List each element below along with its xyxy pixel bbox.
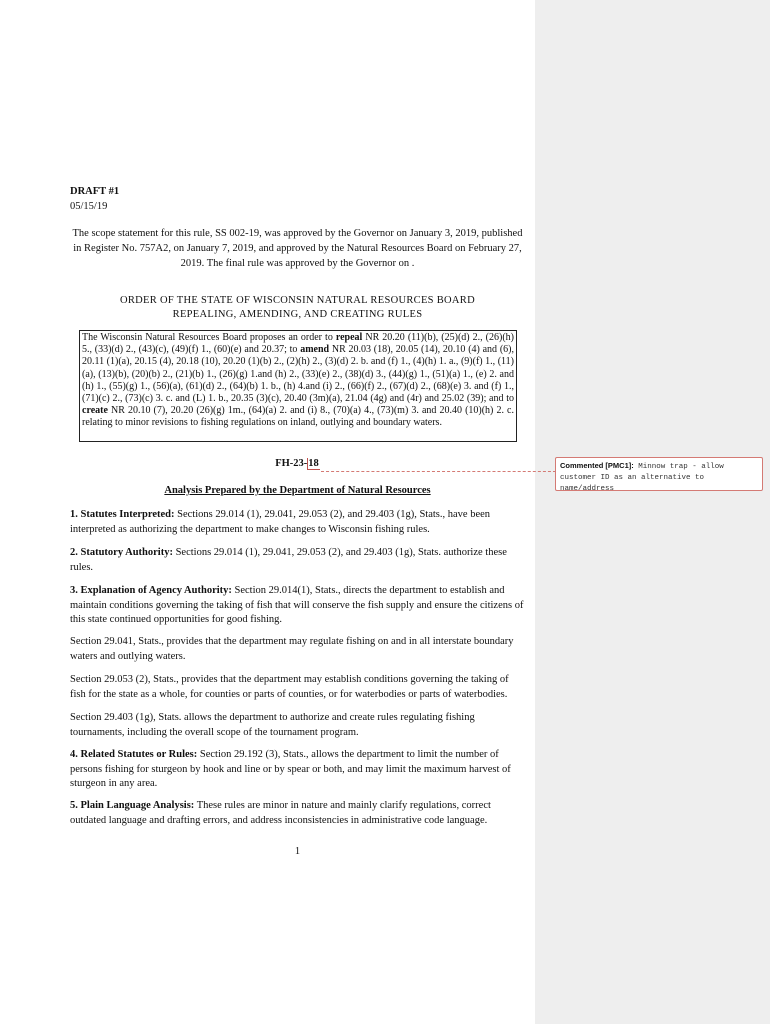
section-text: Section 29.041, Stats., provides that the department may regulate fishing on and in all interstate boundary waters and outlying waters.	[70, 636, 514, 662]
create-keyword: create	[82, 405, 108, 417]
comment-balloon[interactable]	[555, 457, 763, 491]
comment-author: Commented [PMC1]:	[560, 461, 634, 470]
section-agency-authority	[70, 584, 525, 628]
section-heading: 1. Statutes Interpreted:	[70, 509, 175, 520]
section-plain-language	[70, 799, 525, 828]
docket-number	[70, 458, 525, 469]
section-statutory-authority	[70, 546, 525, 575]
section-text: These rules are minor in nature and mainly clarify regulations, correct outdated language and drafting errors, and address inconsistencies in administrative code language.	[70, 800, 491, 826]
section-text: Section 29.403 (1g), Stats. allows the department to authorize and create rules regulating fishing tournaments, including the overall scope of the tournament program.	[70, 712, 475, 738]
section-text: Section 29.053 (2), Stats., provides that the department may establish conditions governing the taking of fish for the state as a whole, for counties or parts of counties, or for waterbodies or parts of waterbodies.	[70, 674, 509, 700]
section-text: Sections 29.014 (1), 29.041, 29.053 (2), and 29.403 (1g), Stats. authorize these rules.	[70, 547, 507, 573]
paragraph-29-403	[70, 711, 525, 740]
amend-keyword: amend	[300, 344, 330, 356]
order-title-line2: REPEALING, AMENDING, AND CREATING RULES	[172, 308, 423, 320]
order-intro-text: The Wisconsin Natural Resources Board proposes an order to	[82, 332, 336, 343]
section-text: Section 29.014(1), Stats., directs the department to establish and maintain conditions governing the taking of fish that will conserve the fish supply and ensure the citizens of this state continued opportunities for good fishing.	[70, 585, 524, 625]
docket-prefix: FH-23-	[275, 458, 308, 469]
order-repeal-text: NR 20.20 (11)(b), (25)(d) 2., (26)(h) 5., (33)(d) 2., (43)(c), (49)(f) 1., (60)(e) and 20.37; to	[82, 332, 515, 356]
comment-text: Minnow trap - allow customer ID as an alternative to name/address	[560, 463, 724, 493]
section-heading: 2. Statutory Authority:	[70, 547, 173, 558]
scope-statement: The scope statement for this rule, SS 002-19, was approved by the Governor on January 3, 2019, published in Register No. 757A2, on January 7, 2019, and approved by the Natural Resources Board on February 27, 2019. The final rule was approved by the Governor on .	[72, 228, 523, 270]
section-statutes-interpreted	[70, 508, 525, 537]
section-text: Section 29.192 (3), Stats., allows the department to limit the number of persons fishing for sturgeon by hook and line or by spear or both, and may limit the maximum harvest of sturgeon in any area.	[70, 749, 511, 789]
order-summary-box	[79, 330, 517, 442]
analysis-title: Analysis Prepared by the Department of Natural Resources	[164, 485, 431, 496]
draft-date: 05/15/19	[70, 201, 108, 212]
commented-text[interactable]: 18	[308, 458, 319, 469]
paragraph-29-053	[70, 673, 525, 702]
comment-pane	[535, 0, 770, 1024]
page-number: 1	[294, 846, 301, 857]
section-related-statutes	[70, 748, 525, 792]
section-heading: 4. Related Statutes or Rules:	[70, 749, 198, 760]
section-text: Sections 29.014 (1), 29.041, 29.053 (2), and 29.403 (1g), Stats., have been interpreted as authorizing the department to make changes to Wisconsin fishing rules.	[70, 509, 491, 535]
section-heading: 3. Explanation of Agency Authority:	[70, 585, 232, 596]
paragraph-29-041	[70, 635, 525, 664]
order-create-text: NR 20.10 (7), 20.20 (26)(g) 1m., (64)(a) 2. and (i) 8., (70)(a) 4., (73)(m) 3. and 20.40 (10)(h) 2. c. relating to minor revisions to fishing regulations on inland, outlying and boundary waters.	[82, 405, 514, 429]
order-title-line1: ORDER OF THE STATE OF WISCONSIN NATURAL RESOURCES BOARD	[119, 295, 475, 306]
order-title	[70, 294, 525, 321]
comment-connector-line	[321, 471, 556, 472]
repeal-keyword: repeal	[335, 332, 363, 343]
draft-label: DRAFT #1	[70, 186, 120, 197]
order-amend-text: NR 20.03 (18), 20.05 (14), 20.10 (4) and (6), 20.11 (1)(a), 20.15 (4), 20.18 (10), 20.20 (1)(b) 2., (2)(h) 2., (3)(d) 2. b. and (f) 1., (4)(h) 1. a., (9)(f) 1., (11)(a), (13)(b), (20)(b) 2., (21)(b) 1., (26)(g) 1.and (h) 2., (33)(e) 2., (38)(d) 3., (44)(g) 1., (51)(a) 1., (e) 2. and (h) 1., (55)(g) 1., (56)(a), (61)(d) 2., (64)(b) 1. b., (h) 4.and (i) 2., (66)(f) 2., (67)(d) 2., (68)(e) 3. and (f) 1., (71)(c) 2., (73)(c) 3. c. and (L) 1. b., 20.35 (3)(c), 20.40 (3m)(a), 21.04 (4g) and (4r) and 25.02 (39); and to	[82, 344, 514, 405]
section-heading: 5. Plain Language Analysis:	[70, 800, 195, 811]
